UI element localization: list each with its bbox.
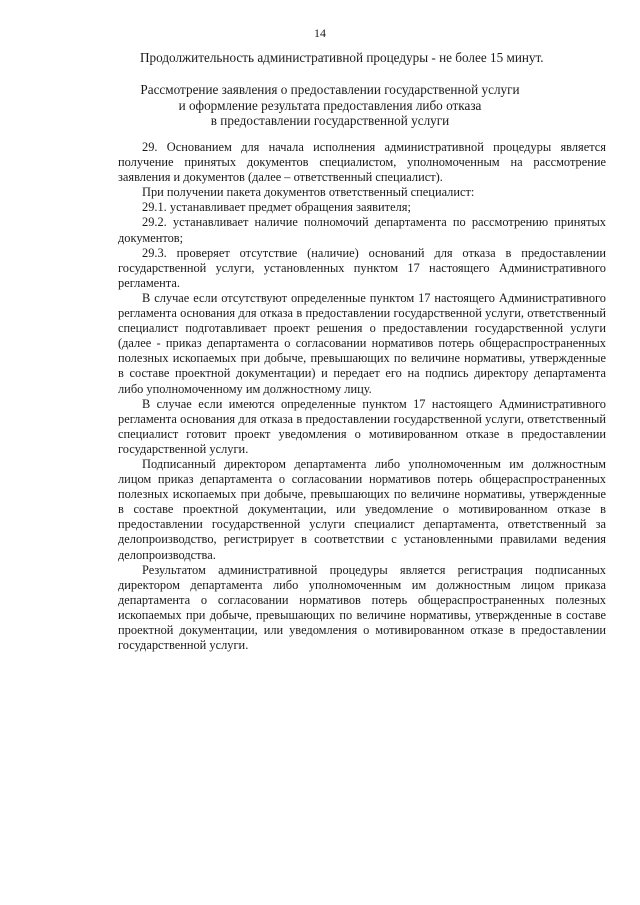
paragraph-29: 29. Основанием для начала исполнения административной процедуры является получение принятых документов специалистом, уполномоченным на рассмотрение заявления и документов (далее – ответственный специалист).	[118, 140, 606, 185]
paragraph-29-2: 29.2. устанавливает наличие полномочий департамента по рассмотрению принятых документов;	[118, 215, 606, 245]
section-heading-line: и оформление результата предоставления либо отказа	[178, 97, 482, 113]
paragraph-no-grounds: В случае если отсутствуют определенные пунктом 17 настоящего Административного регламента основания для отказа в предоставлении государственной услуги, ответственный специалист подготавливает проект решения о предоставлении государственной услуги (далее - приказ департамента о согласовании нормативов потерь общераспространенных полезных ископаемых при добыче, превышающих по величине нормативы, утвержденные в составе проектной документации) и передает его на подпись директору департамента либо уполномоченному им должностному лицу.	[118, 290, 606, 396]
section-heading-line: в предоставлении государственной услуги	[210, 113, 450, 128]
paragraph-intro-list: При получении пакета документов ответственный специалист:	[142, 185, 475, 200]
paragraph-registration: Подписанный директором департамента либо уполномоченным им должностным лицом приказ департамента о согласовании нормативов потерь общераспространенных полезных ископаемых при добыче, превышающих по величине нормативы, утвержденные в составе проектной документации, или уведомление о мотивированном отказе в предоставлении государственной услуги специалист департамента, ответственный за делопроизводство, регистрирует в соответствии с установленными правилами ведения делопроизводства.	[118, 456, 606, 562]
procedure-duration-line: Продолжительность административной процедуры - не более 15 минут.	[140, 50, 544, 65]
paragraph-29-3: 29.3. проверяет отсутствие (наличие) оснований для отказа в предоставлении государственной услуги, установленных пунктом 17 настоящего Административного регламента.	[118, 245, 606, 290]
section-heading-line: Рассмотрение заявления о предоставлении государственной услуги	[140, 82, 520, 97]
body-text	[118, 140, 606, 653]
section-heading	[110, 82, 550, 129]
paragraph-29-1: 29.1. устанавливает предмет обращения заявителя;	[142, 200, 411, 215]
paragraph-result: Результатом административной процедуры является регистрация подписанных директором департамента либо уполномоченным им должностным лицом приказа департамента о согласовании нормативов потерь общераспространенных полезных ископаемых при добыче, превышающих по величине нормативы, утвержденные в составе проектной документации, или уведомления о мотивированном отказе в предоставлении государственной услуги.	[118, 562, 606, 653]
page-number: 14	[314, 26, 326, 40]
paragraph-grounds-exist: В случае если имеются определенные пунктом 17 настоящего Административного регламента основания для отказа в предоставлении государственной услуги, ответственный специалист готовит проект уведомления о мотивированном отказе в предоставлении государственной услуги.	[118, 396, 606, 456]
